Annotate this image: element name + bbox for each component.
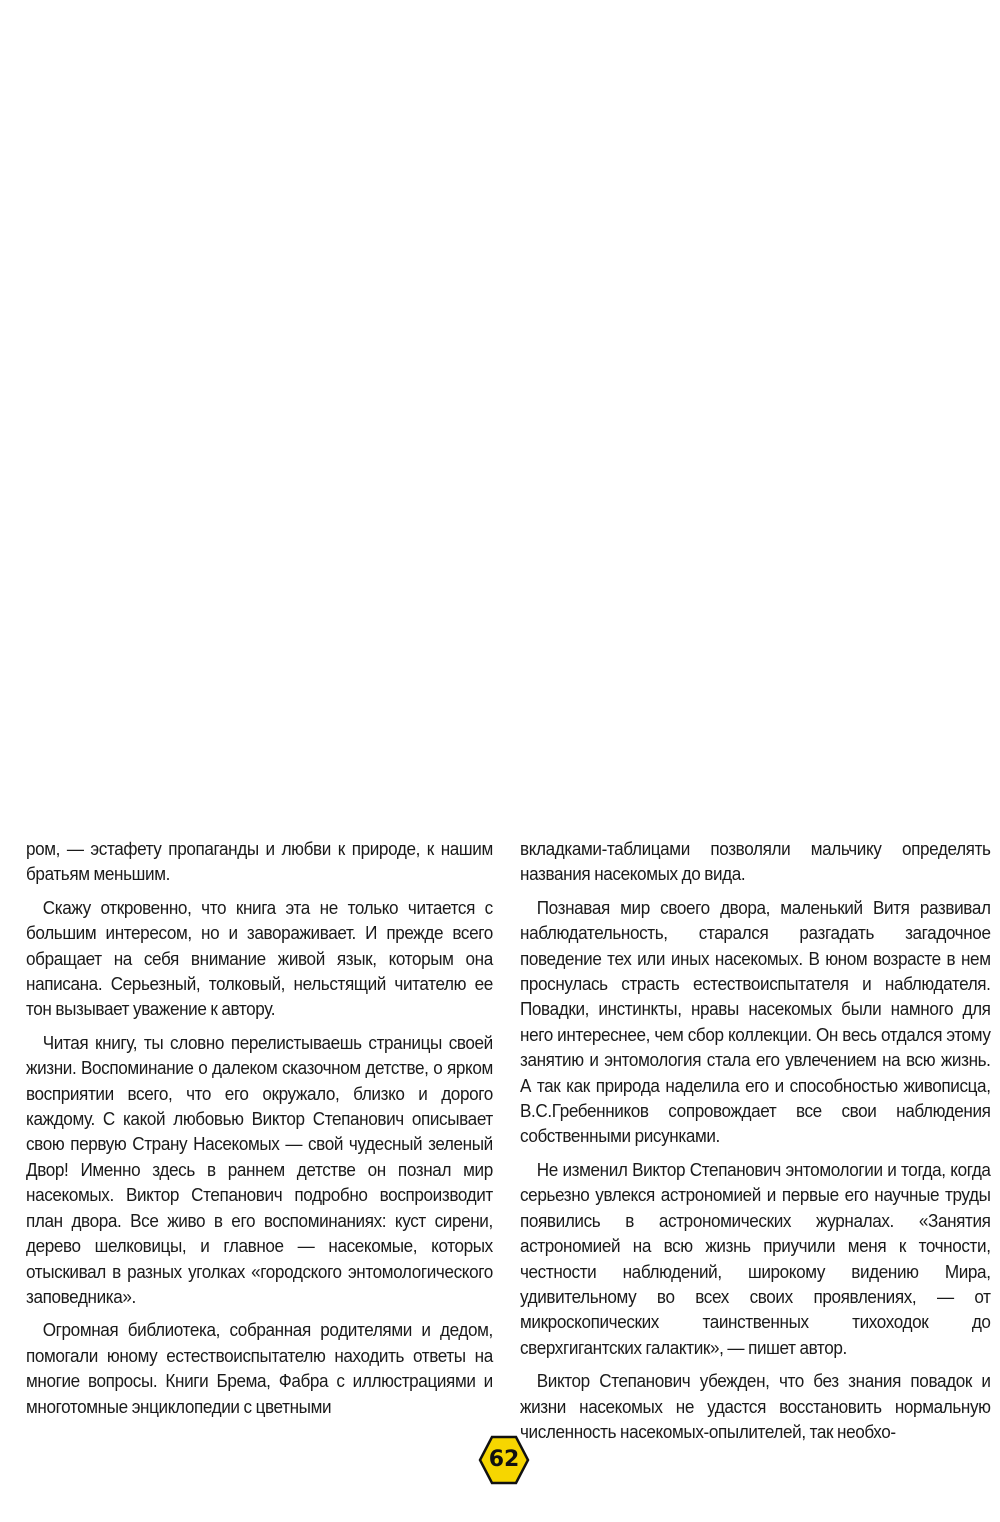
left-paragraph-2: Скажу откровенно, что книга эта не только читается с большим интересом, но и завораживает. И прежде всего обращает на себя внимание живой язык, которым она написана. Серьезный, толковый, нельстящий читателю ее тон вызывает уважение к автору.: [26, 896, 493, 1020]
left-paragraph-4: Огромная библиотека, собранная родителями и дедом, помогали юному естествоиспытателю находить ответы на многие вопросы. Книги Брема, Фабра с иллюстрациями и многотомные энциклопедии с цветными: [26, 1319, 493, 1417]
right-text-column: [520, 836, 991, 1452]
left-paragraph-3: Читая книгу, ты словно перелистываешь страницы своей жизни. Воспоминание о далеком сказочном детстве, о ярком восприятии всего, что его окружало, близко и дорого каждому. С какой любовью Виктор Степанович описывает свою первую Страну Насекомых — свой чудесный зеленый Двор! Именно здесь в раннем детстве он познал мир насекомых. Виктор Степанович подробно воспроизводит план двора. Все живо в его воспоминаниях: куст сирени, дерево шелковицы, и главное — насекомые, которых отыскивал в разных уголках «городского энтомологического заповедника».: [26, 1031, 493, 1307]
left-text-column: [26, 836, 493, 1427]
right-paragraph-1: вкладками-таблицами позволяли мальчику определять названия насекомых до вида.: [520, 838, 991, 885]
right-paragraph-2: Познавая мир своего двора, маленький Витя развивал наблюдательность, старался разгадать загадочное поведение тех или иных насекомых. В юном возрасте в нем проснулась страсть естествоиспытателя и наблюдателя. Повадки, инстинкты, нравы насекомых были намного для него интереснее, чем сбор коллекции. Он весь отдался этому занятию и энтомология стала его увлечением на всю жизнь. А так как природа наделила его и способностью живописца, В.С.Гребенников сопровождает все свои наблюдения собственными рисунками.: [520, 896, 991, 1147]
right-paragraph-3: Не изменил Виктор Степанович энтомологии и тогда, когда серьезно увлекся астрономией и первые его научные труды появились в астрономических журналах. «Занятия астрономией на всю жизнь приучили меня к точности, честности наблюдений, широкому видению Мира, удивительному во всех своих проявлениях, — от микроскопических таинственных тихоходок до сверхгигантских галактик», — пишет автор.: [520, 1158, 991, 1358]
page-number: 62: [488, 1447, 520, 1472]
left-paragraph-1: ром, — эстафету пропаганды и любви к природе, к нашим братьям меньшим.: [26, 838, 493, 885]
page-number-badge: [478, 1435, 530, 1485]
right-paragraph-4: Виктор Степанович убежден, что без знания повадок и жизни насекомых не удастся восстановить нормальную численность насекомых-опылителей, так необхо-: [520, 1370, 991, 1442]
